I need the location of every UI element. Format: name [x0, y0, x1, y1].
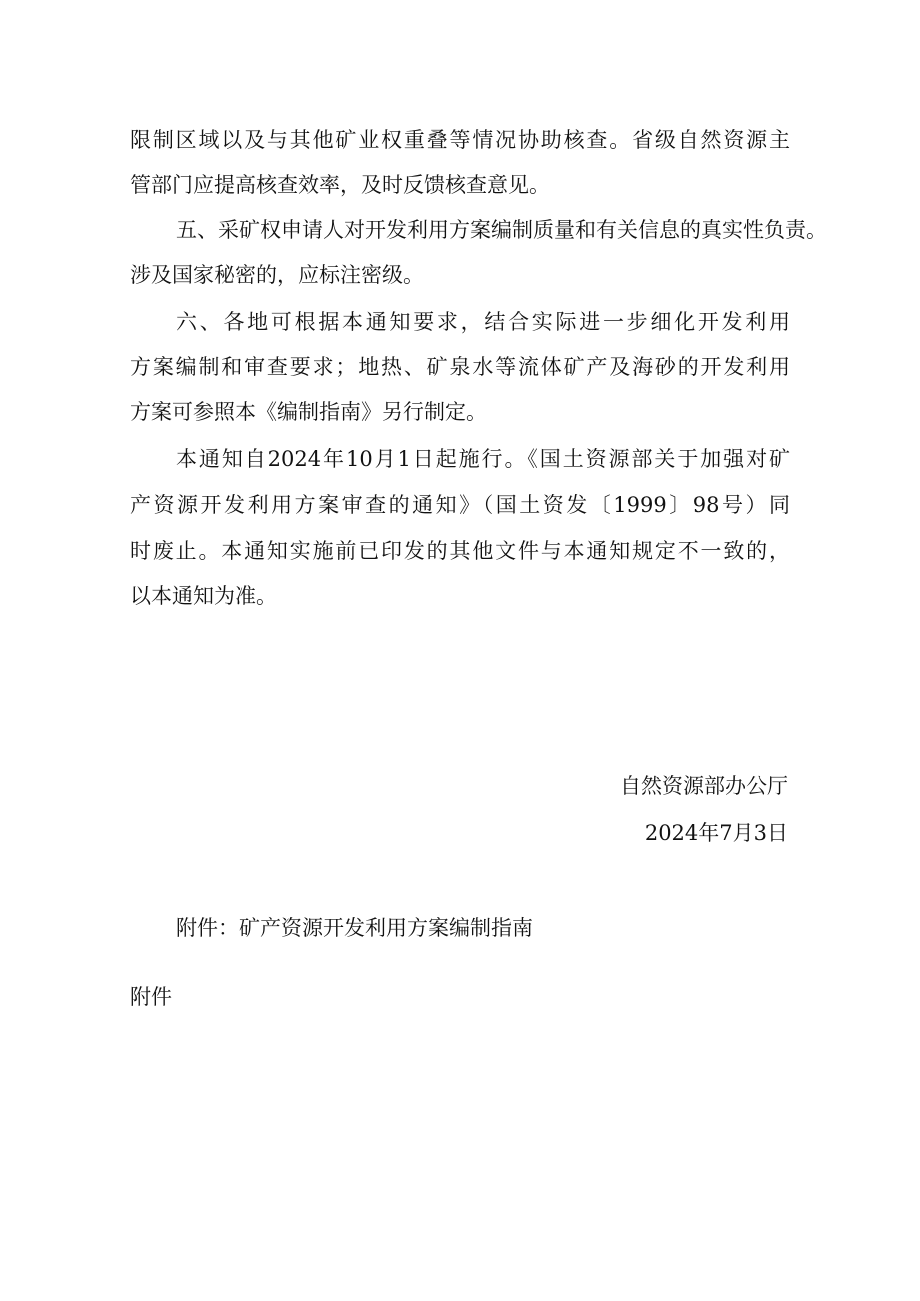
paragraph-4-line-1: 本通知自2024年10月1日起施行。《国土资源部关于加强对矿 [176, 447, 790, 471]
issuer-signature: 自然资源部办公厅 [620, 774, 788, 798]
paragraph-2-line-1: 五、采矿权申请人对开发利用方案编制质量和有关信息的真实性负责。 [176, 218, 827, 242]
paragraph-2-line-2: 涉及国家秘密的，应标注密级。 [130, 263, 424, 287]
paragraph-3-line-3: 方案可参照本《编制指南》另行制定。 [130, 400, 487, 424]
paragraph-4-line-4: 以本通知为准。 [130, 584, 277, 608]
paragraph-1-line-1: 限制区域以及与其他矿业权重叠等情况协助核查。省级自然资源主 [130, 128, 790, 152]
paragraph-4-line-2: 产资源开发利用方案审查的通知》（国土资发〔1999〕98号）同 [130, 493, 790, 517]
paragraph-3-line-2: 方案编制和审查要求；地热、矿泉水等流体矿产及海砂的开发利用 [130, 355, 790, 379]
paragraph-3-line-1: 六、各地可根据本通知要求，结合实际进一步细化开发利用 [176, 310, 790, 334]
paragraph-4-line-3: 时废止。本通知实施前已印发的其他文件与本通知规定不一致的， [130, 539, 790, 563]
issue-date: 2024年7月3日 [644, 821, 788, 845]
attachment-label: 附件 [130, 985, 172, 1009]
attachment-note: 附件：矿产资源开发利用方案编制指南 [176, 916, 533, 940]
paragraph-1-line-2: 管部门应提高核查效率，及时反馈核查意见。 [130, 173, 550, 197]
